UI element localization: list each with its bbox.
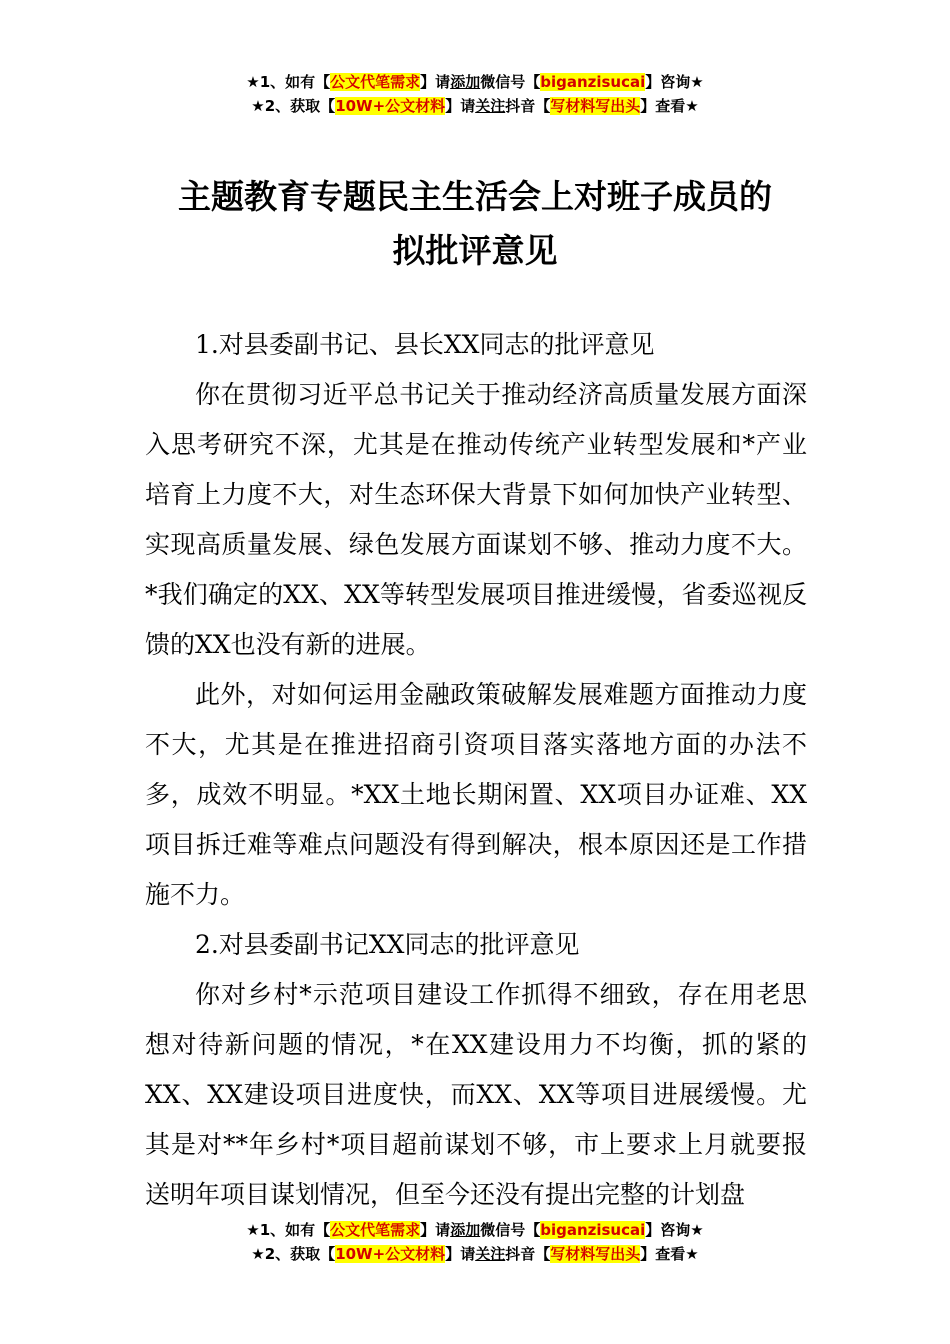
promo-underline: 添加 xyxy=(450,73,481,91)
promo-text: ★2、获取【 xyxy=(251,97,336,115)
promo-line-2 xyxy=(0,1242,950,1266)
promo-text: 抖音【 xyxy=(505,97,551,115)
promo-text: 】查看★ xyxy=(640,97,699,115)
promo-highlight: biganzisucai xyxy=(540,1221,646,1239)
body-paragraph: 你在贯彻习近平总书记关于推动经济高质量发展方面深入思考研究不深，尤其是在推动传统产业转型发展和*产业培育上力度不大，对生态环保大背景下如何加快产业转型、实现高质量发展、绿色发展方面谋划不够、推动力度不大。*我们确定的XX、XX等转型发展项目推进缓慢，省委巡视反馈的XX也没有新的进展。 xyxy=(145,380,807,659)
promo-line-2 xyxy=(0,94,950,118)
promo-text: ★1、如有【 xyxy=(246,73,331,91)
promo-text: 】查看★ xyxy=(640,1245,699,1263)
promo-text: 】请 xyxy=(445,97,476,115)
promo-underline: 关注 xyxy=(475,97,506,115)
body-paragraph: 你对乡村*示范项目建设工作抓得不细致，存在用老思想对待新问题的情况，*在XX建设用力不均衡，抓的紧的XX、XX建设项目进度快，而XX、XX等项目进展缓慢。尤其是对**年乡村*项目超前谋划不够，市上要求上月就要报送明年项目谋划情况，但至今还没有提出完整的计划盘 xyxy=(145,980,807,1209)
promo-text: ★2、获取【 xyxy=(251,1245,336,1263)
promo-highlight: 公文代笔需求 xyxy=(330,1221,421,1239)
promo-footer xyxy=(0,1218,950,1266)
promo-underline: 关注 xyxy=(475,1245,506,1263)
body-paragraph: 此外，对如何运用金融政策破解发展难题方面推动力度不大，尤其是在推进招商引资项目落实落地方面的办法不多，成效不明显。*XX土地长期闲置、XX项目办证难、XX项目拆迁难等难点问题没有得到解决，根本原因还是工作措施不力。 xyxy=(145,680,807,909)
document-title xyxy=(0,170,950,278)
promo-text: 】请 xyxy=(420,1221,451,1239)
title-line-2: 拟批评意见 xyxy=(392,231,558,270)
promo-highlight: biganzisucai xyxy=(540,73,646,91)
promo-highlight: 10W+公文材料 xyxy=(335,97,446,115)
document-body xyxy=(145,320,807,1220)
promo-header xyxy=(0,70,950,118)
promo-text: ★1、如有【 xyxy=(246,1221,331,1239)
section-heading: 2.对县委副书记XX同志的批评意见 xyxy=(195,930,580,959)
promo-text: 】咨询★ xyxy=(645,1221,704,1239)
title-line-1: 主题教育专题民主生活会上对班子成员的 xyxy=(178,177,772,216)
promo-highlight: 写材料写出头 xyxy=(550,1245,641,1263)
promo-text: 】请 xyxy=(420,73,451,91)
promo-highlight: 10W+公文材料 xyxy=(335,1245,446,1263)
promo-text: 】咨询★ xyxy=(645,73,704,91)
promo-line-1 xyxy=(0,70,950,94)
promo-underline: 添加 xyxy=(450,1221,481,1239)
section-heading: 1.对县委副书记、县长XX同志的批评意见 xyxy=(195,330,655,359)
promo-text: 微信号【 xyxy=(480,73,541,91)
promo-text: 微信号【 xyxy=(480,1221,541,1239)
promo-highlight: 写材料写出头 xyxy=(550,97,641,115)
promo-text: 抖音【 xyxy=(505,1245,551,1263)
promo-text: 】请 xyxy=(445,1245,476,1263)
promo-line-1 xyxy=(0,1218,950,1242)
promo-highlight: 公文代笔需求 xyxy=(330,73,421,91)
